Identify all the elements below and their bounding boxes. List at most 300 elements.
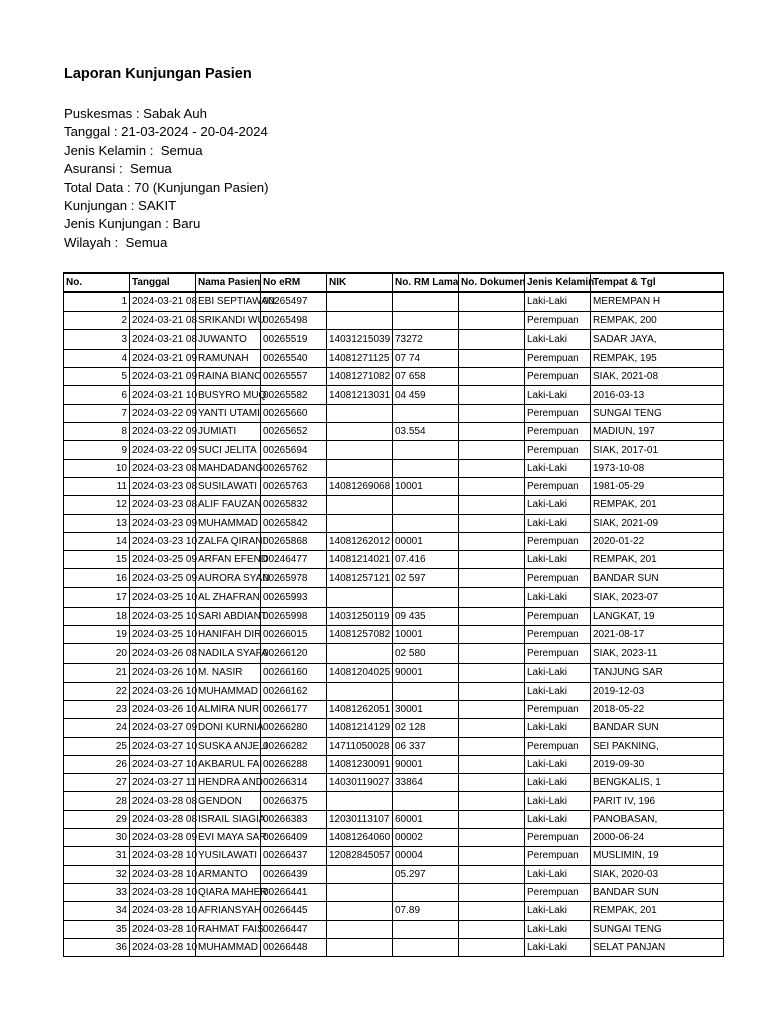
col-jenis-kelamin-cell: Perempuan — [525, 829, 591, 847]
col-jenis-kelamin-cell: Perempuan — [525, 737, 591, 755]
col-no-cell: 17 — [64, 587, 130, 607]
col-nik-cell: 14081262051 — [327, 700, 393, 718]
col-no-rm-lama-cell — [393, 920, 459, 938]
col-tempat-tgl-cell: TANJUNG SAR — [591, 664, 724, 682]
col-nama-pasien-cell: HENDRA AND — [196, 774, 261, 792]
col-jenis-kelamin-cell: Laki-Laki — [525, 386, 591, 404]
col-nama-pasien-cell: JUWANTO — [196, 329, 261, 349]
col-no-rm-lama-cell — [393, 938, 459, 956]
col-no-dokumen-cell — [459, 349, 525, 367]
col-tempat-tgl-cell: MADIUN, 197 — [591, 423, 724, 441]
col-nama-pasien-cell: AKBARUL FAI — [196, 755, 261, 773]
col-no-dokumen-cell — [459, 404, 525, 422]
col-no-dokumen-cell — [459, 496, 525, 514]
col-nik-header: NIK — [327, 273, 393, 292]
col-no-cell: 30 — [64, 829, 130, 847]
col-no-erm-cell: 00266177 — [261, 700, 327, 718]
meta-line: Wilayah : Semua — [64, 234, 168, 250]
col-no-cell: 31 — [64, 847, 130, 865]
col-nik-cell: 14081213031 — [327, 386, 393, 404]
col-no-cell: 1 — [64, 292, 130, 311]
table-row — [64, 477, 724, 495]
col-no-erm-cell: 00246477 — [261, 551, 327, 569]
col-jenis-kelamin-cell: Laki-Laki — [525, 514, 591, 532]
col-nik-cell — [327, 311, 393, 329]
col-no-rm-lama-cell — [393, 459, 459, 477]
col-no-cell: 12 — [64, 496, 130, 514]
col-tanggal-cell: 2024-03-28 08 — [130, 810, 196, 828]
col-tempat-tgl-cell: 2021-08-17 — [591, 626, 724, 644]
col-no-cell: 36 — [64, 938, 130, 956]
col-nama-pasien-cell: DONI KURNIA — [196, 719, 261, 737]
col-no-rm-lama-cell: 30001 — [393, 700, 459, 718]
col-tempat-tgl-cell: SIAK, 2021-09 — [591, 514, 724, 532]
col-nama-pasien-cell: SARI ABDIANT — [196, 607, 261, 625]
col-nama-pasien-cell: ALMIRA NUR — [196, 700, 261, 718]
table-row — [64, 587, 724, 607]
col-tempat-tgl-cell: SUNGAI TENG — [591, 404, 724, 422]
col-no-cell: 10 — [64, 459, 130, 477]
col-no-dokumen-cell — [459, 829, 525, 847]
col-nik-cell: 14081271082 — [327, 368, 393, 386]
col-no-dokumen-cell — [459, 700, 525, 718]
col-no-erm-cell: 00265582 — [261, 386, 327, 404]
col-no-cell: 32 — [64, 865, 130, 883]
col-nik-cell: 14031215039 — [327, 329, 393, 349]
col-tanggal-cell: 2024-03-25 09 — [130, 569, 196, 587]
col-no-erm-cell: 00265998 — [261, 607, 327, 625]
col-nik-cell: 14081214129 — [327, 719, 393, 737]
col-no-erm-cell: 00265498 — [261, 311, 327, 329]
col-jenis-kelamin-cell: Laki-Laki — [525, 938, 591, 956]
col-no-rm-lama-cell: 02 128 — [393, 719, 459, 737]
table-row — [64, 532, 724, 550]
col-jenis-kelamin-cell: Laki-Laki — [525, 551, 591, 569]
col-no-rm-lama-cell: 60001 — [393, 810, 459, 828]
col-no-rm-lama-cell — [393, 441, 459, 459]
col-no-dokumen-cell — [459, 682, 525, 700]
col-no-erm-cell: 00266439 — [261, 865, 327, 883]
col-no-dokumen-cell — [459, 292, 525, 311]
table-row — [64, 792, 724, 810]
col-no-cell: 18 — [64, 607, 130, 625]
col-nama-pasien-header: Nama Pasien — [196, 273, 261, 292]
table-row — [64, 883, 724, 901]
col-no-cell: 25 — [64, 737, 130, 755]
col-no-dokumen-cell — [459, 920, 525, 938]
col-nik-cell — [327, 644, 393, 664]
col-no-erm-header: No eRM — [261, 273, 327, 292]
table-row — [64, 644, 724, 664]
col-no-rm-lama-cell: 05.297 — [393, 865, 459, 883]
col-no-erm-cell: 00266441 — [261, 883, 327, 901]
table-row — [64, 700, 724, 718]
col-no-erm-cell: 00265652 — [261, 423, 327, 441]
table-row — [64, 664, 724, 682]
col-tempat-tgl-cell: BANDAR SUN — [591, 719, 724, 737]
col-no-dokumen-cell — [459, 664, 525, 682]
col-tanggal-cell: 2024-03-28 10 — [130, 938, 196, 956]
col-no-cell: 16 — [64, 569, 130, 587]
table-row — [64, 626, 724, 644]
meta-line: Asuransi : Semua — [64, 161, 172, 177]
col-tanggal-cell: 2024-03-26 08 — [130, 644, 196, 664]
col-tempat-tgl-cell: 2019-12-03 — [591, 682, 724, 700]
col-no-dokumen-cell — [459, 368, 525, 386]
col-no-rm-lama-cell — [393, 496, 459, 514]
col-nik-cell: 14081204025 — [327, 664, 393, 682]
col-jenis-kelamin-cell: Laki-Laki — [525, 682, 591, 700]
col-jenis-kelamin-cell: Laki-Laki — [525, 920, 591, 938]
col-tempat-tgl-cell: 2000-06-24 — [591, 829, 724, 847]
col-tanggal-cell: 2024-03-28 10 — [130, 920, 196, 938]
col-no-rm-lama-cell — [393, 514, 459, 532]
col-nik-cell: 14081257121 — [327, 569, 393, 587]
col-tanggal-cell: 2024-03-27 10 — [130, 755, 196, 773]
col-no-cell: 23 — [64, 700, 130, 718]
col-jenis-kelamin-cell: Laki-Laki — [525, 865, 591, 883]
col-no-dokumen-header: No. Dokumen — [459, 273, 525, 292]
col-no-erm-cell: 00266314 — [261, 774, 327, 792]
col-tanggal-cell: 2024-03-25 10 — [130, 587, 196, 607]
col-nama-pasien-cell: MUHAMMAD — [196, 682, 261, 700]
col-no-cell: 24 — [64, 719, 130, 737]
col-nik-cell — [327, 587, 393, 607]
col-tanggal-cell: 2024-03-26 10 — [130, 682, 196, 700]
col-nama-pasien-cell: GENDON — [196, 792, 261, 810]
col-no-erm-cell: 00266120 — [261, 644, 327, 664]
table-row — [64, 349, 724, 367]
col-tempat-tgl-cell: LANGKAT, 19 — [591, 607, 724, 625]
col-no-cell: 34 — [64, 902, 130, 920]
col-no-cell: 27 — [64, 774, 130, 792]
col-nik-cell: 12030113107 — [327, 810, 393, 828]
report-meta — [64, 105, 269, 252]
col-tempat-tgl-cell: REMPAK, 200 — [591, 311, 724, 329]
col-tempat-tgl-cell: 2018-05-22 — [591, 700, 724, 718]
col-nama-pasien-cell: MAHDADANG — [196, 459, 261, 477]
col-nama-pasien-cell: EVI MAYA SAR — [196, 829, 261, 847]
col-no-dokumen-cell — [459, 865, 525, 883]
col-no-erm-cell: 00265497 — [261, 292, 327, 311]
col-nama-pasien-cell: JUMIATI — [196, 423, 261, 441]
col-no-erm-cell: 00266288 — [261, 755, 327, 773]
col-tempat-tgl-cell: BENGKALIS, 1 — [591, 774, 724, 792]
col-no-header: No. — [64, 273, 130, 292]
col-no-cell: 4 — [64, 349, 130, 367]
col-nama-pasien-cell: SUSILAWATI — [196, 477, 261, 495]
col-no-rm-lama-cell: 07.89 — [393, 902, 459, 920]
col-jenis-kelamin-cell: Laki-Laki — [525, 496, 591, 514]
col-no-rm-lama-cell — [393, 682, 459, 700]
report-title: Laporan Kunjungan Pasien — [64, 66, 252, 82]
col-no-erm-cell: 00266282 — [261, 737, 327, 755]
col-nama-pasien-cell: YUSILAWATI — [196, 847, 261, 865]
col-tempat-tgl-cell: SIAK, 2017-01 — [591, 441, 724, 459]
col-nik-cell — [327, 920, 393, 938]
col-no-erm-cell: 00265519 — [261, 329, 327, 349]
col-no-rm-lama-cell: 73272 — [393, 329, 459, 349]
col-tanggal-cell: 2024-03-21 09 — [130, 368, 196, 386]
col-nik-cell — [327, 292, 393, 311]
col-no-cell: 11 — [64, 477, 130, 495]
col-tanggal-cell: 2024-03-23 08 — [130, 459, 196, 477]
col-no-rm-lama-cell — [393, 792, 459, 810]
col-no-rm-lama-cell: 07 74 — [393, 349, 459, 367]
col-tempat-tgl-cell: 1973-10-08 — [591, 459, 724, 477]
col-nik-cell — [327, 865, 393, 883]
col-no-cell: 13 — [64, 514, 130, 532]
col-jenis-kelamin-cell: Perempuan — [525, 404, 591, 422]
col-tanggal-cell: 2024-03-28 09 — [130, 829, 196, 847]
col-nama-pasien-cell: HANIFAH DIR — [196, 626, 261, 644]
col-nik-cell — [327, 938, 393, 956]
table-body — [64, 292, 724, 956]
table-header-row — [64, 273, 724, 292]
col-no-cell: 7 — [64, 404, 130, 422]
col-nik-cell — [327, 441, 393, 459]
col-nama-pasien-cell: YANTI UTAMI — [196, 404, 261, 422]
meta-line: Kunjungan : SAKIT — [64, 198, 177, 214]
col-jenis-kelamin-cell: Laki-Laki — [525, 792, 591, 810]
col-jenis-kelamin-cell: Perempuan — [525, 368, 591, 386]
col-no-erm-cell: 00266383 — [261, 810, 327, 828]
col-no-erm-cell: 00265842 — [261, 514, 327, 532]
col-no-dokumen-cell — [459, 514, 525, 532]
col-no-cell: 15 — [64, 551, 130, 569]
col-jenis-kelamin-cell: Perempuan — [525, 423, 591, 441]
col-no-erm-cell: 00265868 — [261, 532, 327, 550]
col-nama-pasien-cell: QIARA MAHER — [196, 883, 261, 901]
col-tempat-tgl-cell: REMPAK, 201 — [591, 496, 724, 514]
table-row — [64, 682, 724, 700]
col-jenis-kelamin-cell: Perempuan — [525, 626, 591, 644]
col-tempat-tgl-cell: SIAK, 2023-11 — [591, 644, 724, 664]
col-tempat-tgl-cell: SADAR JAYA, — [591, 329, 724, 349]
col-no-rm-lama-header: No. RM Lama — [393, 273, 459, 292]
col-nik-cell — [327, 682, 393, 700]
col-no-dokumen-cell — [459, 644, 525, 664]
col-tempat-tgl-cell: 2019-09-30 — [591, 755, 724, 773]
col-no-dokumen-cell — [459, 938, 525, 956]
col-tanggal-cell: 2024-03-28 10 — [130, 865, 196, 883]
col-no-rm-lama-cell: 04 459 — [393, 386, 459, 404]
col-no-erm-cell: 00265762 — [261, 459, 327, 477]
col-tanggal-cell: 2024-03-25 10 — [130, 626, 196, 644]
col-jenis-kelamin-cell: Perempuan — [525, 700, 591, 718]
col-tanggal-cell: 2024-03-28 10 — [130, 902, 196, 920]
col-no-rm-lama-cell: 03.554 — [393, 423, 459, 441]
table-row — [64, 737, 724, 755]
col-no-erm-cell: 00266162 — [261, 682, 327, 700]
col-tanggal-cell: 2024-03-27 09 — [130, 719, 196, 737]
col-tempat-tgl-cell: MUSLIMIN, 19 — [591, 847, 724, 865]
col-jenis-kelamin-cell: Laki-Laki — [525, 810, 591, 828]
col-no-cell: 14 — [64, 532, 130, 550]
col-nik-cell — [327, 883, 393, 901]
col-no-rm-lama-cell: 02 597 — [393, 569, 459, 587]
col-nama-pasien-cell: ALIF FAUZAN — [196, 496, 261, 514]
table-row — [64, 292, 724, 311]
col-no-rm-lama-cell: 09 435 — [393, 607, 459, 625]
col-no-erm-cell: 00265660 — [261, 404, 327, 422]
col-jenis-kelamin-cell: Laki-Laki — [525, 587, 591, 607]
col-nik-cell: 14081230091 — [327, 755, 393, 773]
col-nama-pasien-cell: ARFAN EFEND — [196, 551, 261, 569]
col-no-rm-lama-cell: 07.416 — [393, 551, 459, 569]
col-no-cell: 2 — [64, 311, 130, 329]
col-nik-cell: 14081269068 — [327, 477, 393, 495]
table-row — [64, 368, 724, 386]
col-no-erm-cell: 00266447 — [261, 920, 327, 938]
col-tanggal-cell: 2024-03-28 08 — [130, 792, 196, 810]
col-tempat-tgl-cell: SEI PAKNING, — [591, 737, 724, 755]
col-tanggal-cell: 2024-03-27 10 — [130, 737, 196, 755]
col-nama-pasien-cell: SUCI JELITA — [196, 441, 261, 459]
col-tanggal-cell: 2024-03-23 08 — [130, 496, 196, 514]
col-tanggal-cell: 2024-03-23 08 — [130, 477, 196, 495]
table-row — [64, 607, 724, 625]
col-tanggal-cell: 2024-03-27 11 — [130, 774, 196, 792]
col-no-erm-cell: 00265978 — [261, 569, 327, 587]
col-no-dokumen-cell — [459, 477, 525, 495]
col-nik-cell: 14081214021 — [327, 551, 393, 569]
col-no-rm-lama-cell: 06 337 — [393, 737, 459, 755]
col-no-dokumen-cell — [459, 626, 525, 644]
table-row — [64, 311, 724, 329]
col-no-rm-lama-cell — [393, 883, 459, 901]
col-jenis-kelamin-cell: Perempuan — [525, 441, 591, 459]
col-jenis-kelamin-cell: Laki-Laki — [525, 902, 591, 920]
col-tanggal-cell: 2024-03-22 09 — [130, 441, 196, 459]
table-row — [64, 514, 724, 532]
col-no-cell: 22 — [64, 682, 130, 700]
table-row — [64, 938, 724, 956]
col-tempat-tgl-cell: 1981-05-29 — [591, 477, 724, 495]
col-tempat-tgl-cell: SIAK, 2020-03 — [591, 865, 724, 883]
col-no-dokumen-cell — [459, 587, 525, 607]
col-tanggal-cell: 2024-03-21 10 — [130, 386, 196, 404]
table-row — [64, 865, 724, 883]
col-nik-cell: 14031250119 — [327, 607, 393, 625]
col-nama-pasien-cell: AL ZHAFRAN — [196, 587, 261, 607]
col-tanggal-cell: 2024-03-23 10 — [130, 532, 196, 550]
table-row — [64, 404, 724, 422]
col-nik-cell — [327, 902, 393, 920]
col-no-erm-cell: 00266375 — [261, 792, 327, 810]
col-no-dokumen-cell — [459, 423, 525, 441]
col-no-rm-lama-cell: 00002 — [393, 829, 459, 847]
col-no-dokumen-cell — [459, 386, 525, 404]
col-no-cell: 29 — [64, 810, 130, 828]
col-nama-pasien-cell: NADILA SYAFA — [196, 644, 261, 664]
col-tanggal-cell: 2024-03-21 08 — [130, 292, 196, 311]
col-no-rm-lama-cell: 07 658 — [393, 368, 459, 386]
col-no-rm-lama-cell — [393, 311, 459, 329]
col-tanggal-header: Tanggal — [130, 273, 196, 292]
col-no-cell: 19 — [64, 626, 130, 644]
col-jenis-kelamin-cell: Laki-Laki — [525, 719, 591, 737]
col-nik-cell: 14081257082 — [327, 626, 393, 644]
col-no-dokumen-cell — [459, 737, 525, 755]
col-no-cell: 33 — [64, 883, 130, 901]
col-no-cell: 35 — [64, 920, 130, 938]
table-row — [64, 551, 724, 569]
col-tanggal-cell: 2024-03-21 09 — [130, 349, 196, 367]
meta-line: Puskesmas : Sabak Auh — [64, 106, 207, 121]
col-tempat-tgl-cell: REMPAK, 195 — [591, 349, 724, 367]
col-no-rm-lama-cell: 00004 — [393, 847, 459, 865]
col-tanggal-cell: 2024-03-26 10 — [130, 700, 196, 718]
col-nama-pasien-cell: SRIKANDI WU — [196, 311, 261, 329]
col-no-erm-cell: 00266445 — [261, 902, 327, 920]
col-tanggal-cell: 2024-03-21 08 — [130, 329, 196, 349]
col-no-dokumen-cell — [459, 569, 525, 587]
col-no-dokumen-cell — [459, 847, 525, 865]
col-tempat-tgl-cell: REMPAK, 201 — [591, 902, 724, 920]
col-jenis-kelamin-cell: Perempuan — [525, 569, 591, 587]
col-no-erm-cell: 00266160 — [261, 664, 327, 682]
col-nik-cell: 14081264060 — [327, 829, 393, 847]
col-no-dokumen-cell — [459, 810, 525, 828]
col-tanggal-cell: 2024-03-21 08 — [130, 311, 196, 329]
col-no-erm-cell: 00266409 — [261, 829, 327, 847]
col-nik-cell — [327, 459, 393, 477]
table-row — [64, 496, 724, 514]
col-nama-pasien-cell: RAMUNAH — [196, 349, 261, 367]
col-no-erm-cell: 00265763 — [261, 477, 327, 495]
col-tanggal-cell: 2024-03-28 10 — [130, 847, 196, 865]
col-no-cell: 20 — [64, 644, 130, 664]
col-jenis-kelamin-cell: Perempuan — [525, 349, 591, 367]
col-no-dokumen-cell — [459, 902, 525, 920]
table-row — [64, 810, 724, 828]
col-no-cell: 8 — [64, 423, 130, 441]
col-tanggal-cell: 2024-03-25 10 — [130, 607, 196, 625]
col-nik-cell — [327, 792, 393, 810]
col-jenis-kelamin-cell: Perempuan — [525, 883, 591, 901]
col-tempat-tgl-cell: 2020-01-22 — [591, 532, 724, 550]
col-tempat-tgl-cell: PANOBASAN, — [591, 810, 724, 828]
col-tempat-tgl-cell: SIAK, 2023-07 — [591, 587, 724, 607]
meta-line: Jenis Kelamin : Semua — [64, 142, 203, 158]
col-no-cell: 21 — [64, 664, 130, 682]
col-no-cell: 26 — [64, 755, 130, 773]
col-nama-pasien-cell: EBI SEPTIAWAN — [196, 292, 261, 311]
col-no-rm-lama-cell: 10001 — [393, 626, 459, 644]
col-nama-pasien-cell: BUSYRO MUQ — [196, 386, 261, 404]
col-tanggal-cell: 2024-03-22 09 — [130, 423, 196, 441]
col-jenis-kelamin-cell: Laki-Laki — [525, 664, 591, 682]
col-no-erm-cell: 00266015 — [261, 626, 327, 644]
col-nik-cell — [327, 514, 393, 532]
col-jenis-kelamin-cell: Perempuan — [525, 477, 591, 495]
col-nama-pasien-cell: RAHMAT FAIS — [196, 920, 261, 938]
col-tanggal-cell: 2024-03-22 09 — [130, 404, 196, 422]
col-no-rm-lama-cell — [393, 292, 459, 311]
col-no-cell: 5 — [64, 368, 130, 386]
col-jenis-kelamin-cell: Perempuan — [525, 311, 591, 329]
col-no-rm-lama-cell: 10001 — [393, 477, 459, 495]
col-no-dokumen-cell — [459, 607, 525, 625]
col-no-rm-lama-cell — [393, 587, 459, 607]
col-no-dokumen-cell — [459, 532, 525, 550]
table-row — [64, 569, 724, 587]
col-no-erm-cell: 00266448 — [261, 938, 327, 956]
table-row — [64, 423, 724, 441]
col-no-dokumen-cell — [459, 792, 525, 810]
col-no-dokumen-cell — [459, 551, 525, 569]
